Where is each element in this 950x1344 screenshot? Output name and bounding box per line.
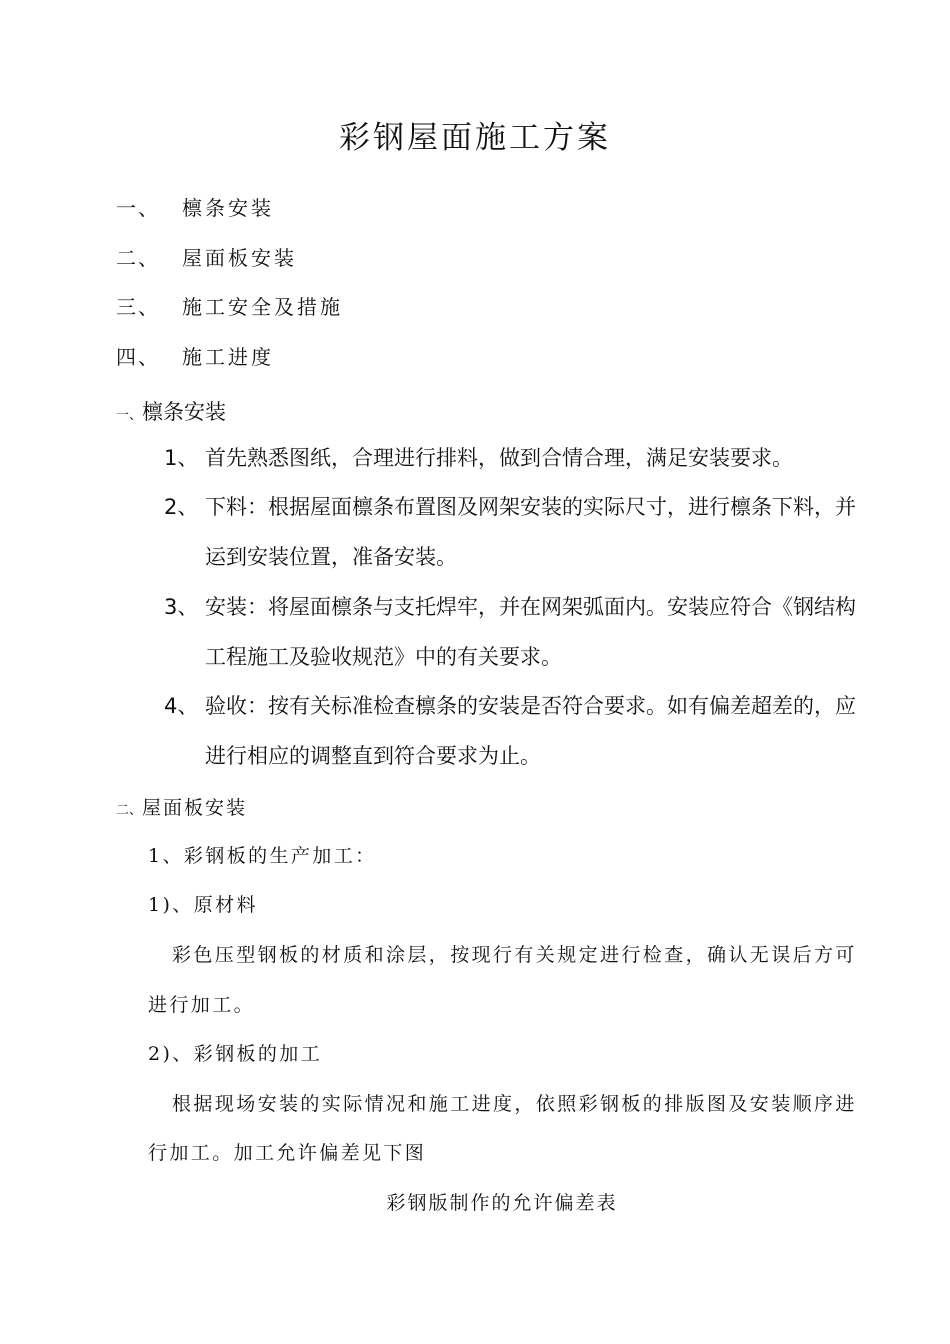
- toc-number: 三、: [116, 295, 160, 319]
- list-item-text: 进行相应的调整直到符合要求为止。: [205, 744, 541, 768]
- paragraph-line: 行加工。加工允许偏差见下图: [148, 1142, 427, 1164]
- list-item-number: 4、: [164, 694, 199, 718]
- section-title: 檩条安装: [142, 400, 227, 424]
- toc-number: 二、: [116, 246, 160, 270]
- list-item-text: 安装：将屋面檩条与支托焊牢，并在网架弧面内。安装应符合《钢结构: [205, 595, 856, 619]
- toc-number: 一、: [116, 196, 160, 220]
- section-number: 一、: [116, 408, 143, 423]
- toc-item: 檩条安装: [182, 196, 274, 220]
- list-item-number: 1、: [164, 446, 199, 470]
- section-number: 二、: [116, 803, 143, 818]
- list-item-number: 2、: [164, 495, 199, 519]
- toc-item: 屋面板安装: [182, 246, 297, 270]
- section-heading: [116, 793, 247, 820]
- subheading: 1)、原材料: [148, 894, 258, 916]
- document-title: 彩钢屋面施工方案: [339, 120, 611, 156]
- paragraph-line: 进行加工。: [148, 994, 256, 1016]
- toc-item: 施工进度: [182, 345, 274, 369]
- paragraph-line: 根据现场安装的实际情况和施工进度，依照彩钢板的排版图及安装顺序进: [172, 1093, 857, 1115]
- toc-number: 四、: [116, 345, 160, 369]
- list-item-number: 3、: [164, 595, 199, 619]
- list-item-text: 首先熟悉图纸，合理进行排料，做到合情合理，满足安装要求。: [205, 446, 793, 470]
- table-caption: 彩钢版制作的允许偏差表: [386, 1192, 618, 1214]
- subheading: 2)、彩钢板的加工: [148, 1043, 323, 1065]
- section-title: 屋面板安装: [142, 797, 248, 819]
- list-item-text: 下料：根据屋面檩条布置图及网架安装的实际尺寸，进行檩条下料，并: [205, 495, 856, 519]
- subheading: 1、彩钢板的生产加工：: [148, 845, 377, 867]
- list-item-text: 工程施工及验收规范》中的有关要求。: [205, 645, 562, 669]
- toc-item: 施工安全及措施: [182, 295, 343, 319]
- list-item-text: 运到安装位置，准备安装。: [205, 545, 457, 569]
- paragraph-line: 彩色压型钢板的材质和涂层，按现行有关规定进行检查，确认无误后方可: [172, 944, 857, 966]
- list-item-text: 验收：按有关标准检查檩条的安装是否符合要求。如有偏差超差的，应: [205, 694, 856, 718]
- section-heading: [116, 396, 226, 426]
